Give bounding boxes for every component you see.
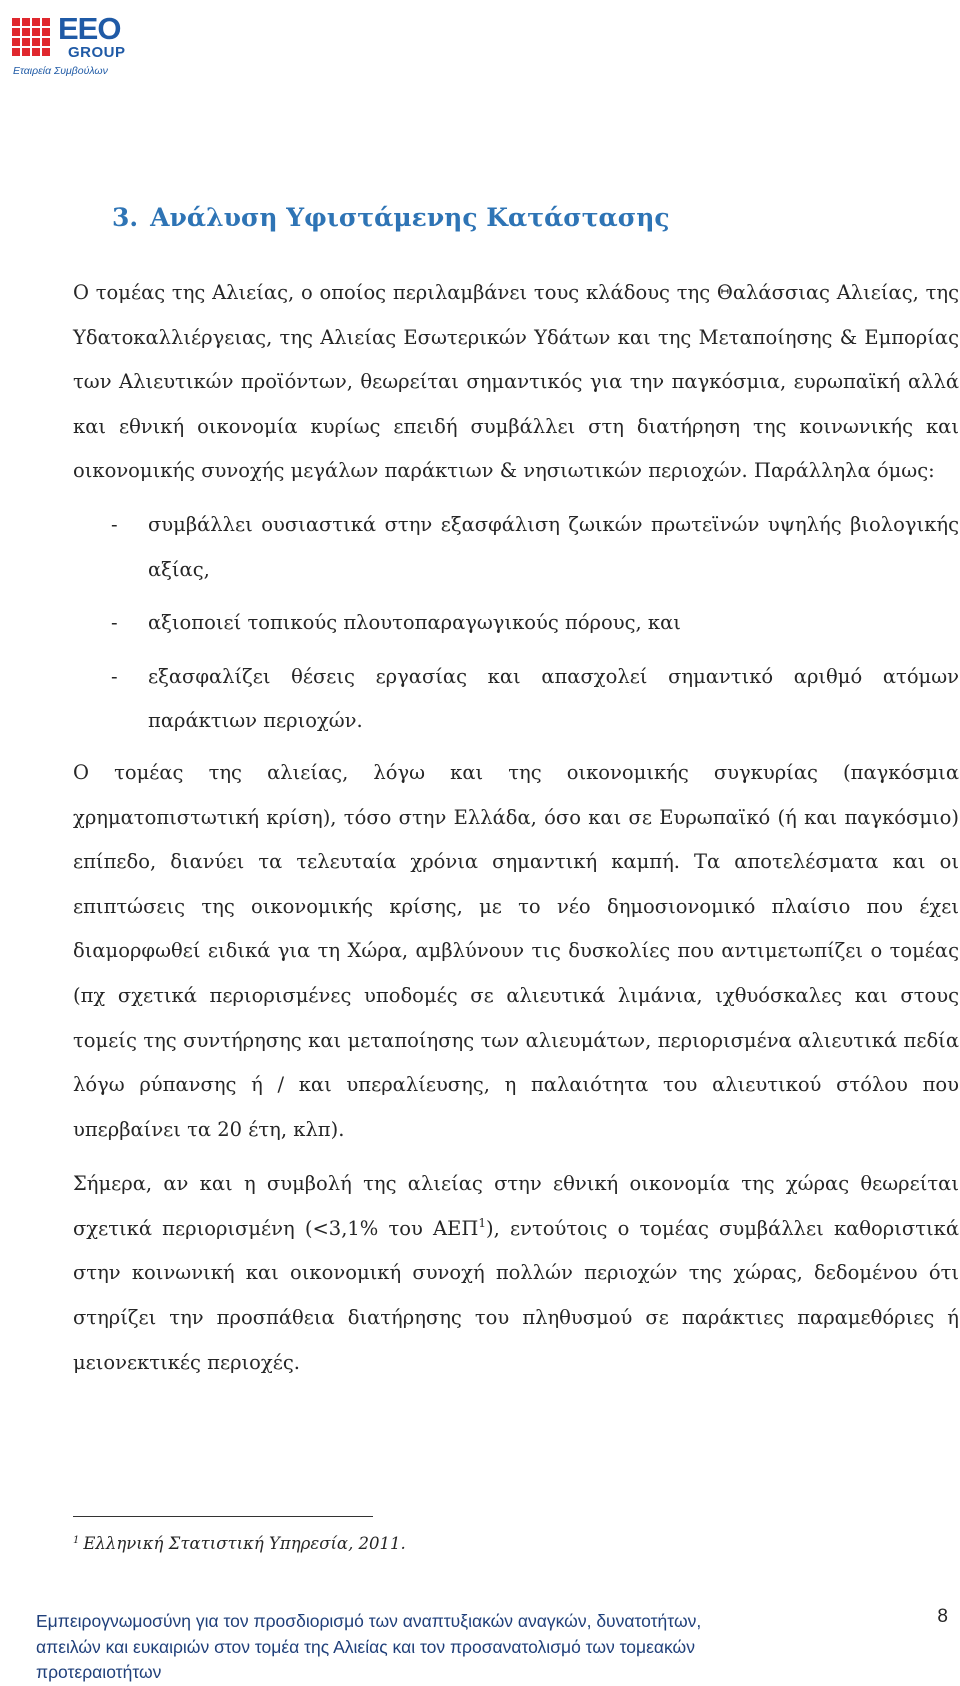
footnote-divider xyxy=(73,1516,373,1517)
footer-line: προτεραιοτήτων xyxy=(36,1662,162,1682)
bullet-list xyxy=(73,503,959,744)
section-heading xyxy=(112,202,670,234)
company-logo xyxy=(12,11,142,78)
logo-tagline: Εταιρεία Συμβούλων xyxy=(13,65,108,77)
list-item xyxy=(73,503,959,592)
list-item-text: αξιοποιεί τοπικούς πλουτοπαραγωγικούς πόρους, και xyxy=(148,611,681,635)
paragraph-today xyxy=(73,1162,959,1385)
footer-title xyxy=(36,1609,846,1686)
paragraph-crisis: Ο τομέας της αλιείας, λόγω και της οικονομικής συγκυρίας (παγκόσμια χρηματοπιστωτική κρίση), τόσο στην Ελλάδα, όσο και σε Ευρωπαϊκό (ή και παγκόσμιο) επίπεδο, διανύει τα τελευταία χρόνια σημαντική καμπή. Τα αποτελέσματα και οι επιπτώσεις της οικονομικής κρίσης, με το νέο δημοσιονομικό πλαίσιο που έχει διαμορφωθεί ειδικά για τη Χώρα, αμβλύνουν τις δυσκολίες που αντιμετωπίζει ο τομέας (πχ σχετικά περιορισμένες υποδομές σε αλιευτικά λιμάνια, ιχθυόσκαλες και στους τομείς της συντήρησης και μεταποίησης των αλιευμάτων, περιορισμένα αλιευτικά πεδία λόγω ρύπανσης ή / και υπεραλίευσης, η παλαιότητα του αλιευτικού στόλου που υπερβαίνει τα 20 έτη, κλπ). xyxy=(73,760,959,1141)
paragraph-intro: Ο τομέας της Αλιείας, ο οποίος περιλαμβάνει τους κλάδους της Θαλάσσιας Αλιείας, της Υδατοκαλλιέργειας, της Αλιείας Εσωτερικών Υδάτων και της Μεταποίησης & Εμπορίας των Αλιευτικών προϊόντων, θεωρείται σημαντικός για την παγκόσμια, ευρωπαϊκή αλλά και εθνική οικονομία κυρίως επειδή συμβάλλει στη διατήρηση της κοινωνικής και οικονομικής συνοχής μεγάλων παράκτιων & νησιωτικών περιοχών. Παράλληλα όμως: xyxy=(73,281,959,483)
bullet-dash: - xyxy=(111,664,118,688)
logo-grid-icon xyxy=(12,18,52,58)
bullet-dash: - xyxy=(111,611,118,635)
footnote-marker: 1 xyxy=(73,1535,80,1546)
list-item-text: συμβάλλει ουσιαστικά στην εξασφάλιση ζωικών πρωτεϊνών υψηλής βιολογικής αξίας, xyxy=(148,512,959,581)
footer-line: απειλών και ευκαιριών στον τομέα της Αλιείας και τον προσανατολισμό των τομεακών xyxy=(36,1636,695,1657)
footnote xyxy=(73,1530,406,1555)
footer-line: Εμπειρογνωμοσύνη για τον προσδιορισμό των αναπτυξιακών αναγκών, δυνατοτήτων, xyxy=(36,1611,702,1631)
list-item-text: εξασφαλίζει θέσεις εργασίας και απασχολεί σημαντικό αριθμό ατόμων παράκτιων περιοχών. xyxy=(148,664,959,733)
bullet-dash: - xyxy=(111,512,118,536)
section-title: Ανάλυση Υφιστάμενης Κατάστασης xyxy=(150,203,670,232)
logo-mark: EEO xyxy=(58,11,121,46)
page-number: 8 xyxy=(937,1606,948,1627)
document-body xyxy=(73,271,959,1385)
logo-group-text: GROUP xyxy=(68,44,126,61)
paragraph-today-end: ), εντούτοις ο τομέας συμβάλλει καθοριστικά στην κοινωνική και οικονομική συνοχή πολλών περιοχών της χώρας, δεδομένου ότι στηρίζει την προσπάθεια διατήρησης του πληθυσμού σε παράκτιες παραμεθόριες ή μειονεκτικές περιοχές. xyxy=(73,1216,959,1374)
list-item xyxy=(73,655,959,744)
list-item xyxy=(73,601,959,646)
section-number: 3. xyxy=(112,203,139,232)
footnote-reference[interactable]: 1 xyxy=(478,1215,487,1230)
paragraph-today-start: Σήμερα, αν και η συμβολή της αλιείας στην εθνική οικονομία της χώρας θεωρείται σχετικά περιορισμένη (<3,1% του ΑΕΠ xyxy=(73,1172,959,1240)
footnote-text: Ελληνική Στατιστική Υπηρεσία, 2011. xyxy=(83,1534,406,1553)
